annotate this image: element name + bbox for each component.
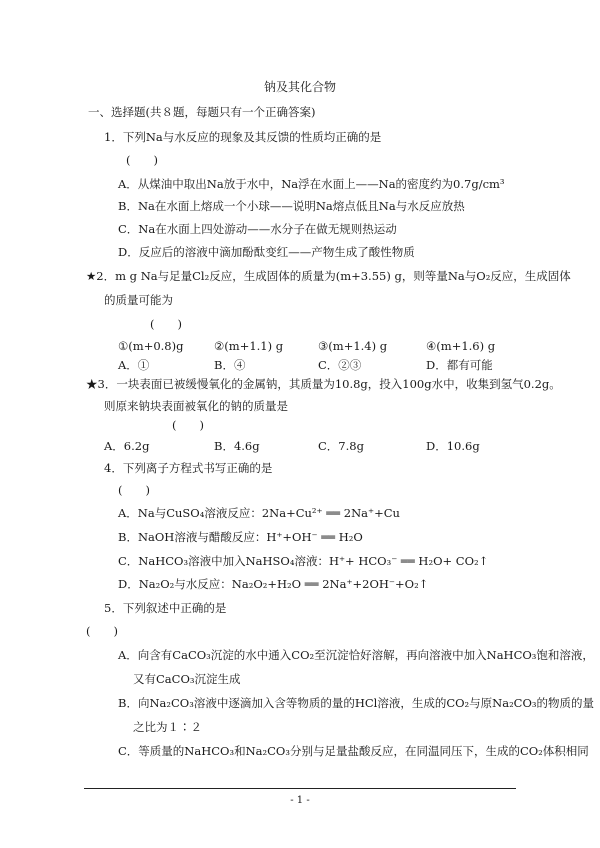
question-2-option-c: C．②③ (318, 358, 362, 372)
page-number: - 1 - (290, 795, 310, 806)
question-5-option-b-cont: 之比为１∶２ (133, 720, 202, 734)
question-3-paren: ( ) (172, 418, 204, 432)
question-2-choice-1: ①(m+0.8)g (118, 339, 184, 353)
question-1-option-d: D．反应后的溶液中滴加酚酞变红——产物生成了酸性物质 (118, 245, 415, 259)
question-2-choice-3: ③(m+1.4) g (318, 339, 388, 353)
question-2-choice-2: ②(m+1.1) g (214, 339, 284, 353)
question-1-option-c: C．Na在水面上四处游动——水分子在做无规则热运动 (118, 222, 397, 236)
question-4-option-a: A．Na与CuSO₄溶液反应：2Na+Cu²⁺ ══ 2Na⁺+Cu (118, 506, 400, 520)
question-2-choice-4: ④(m+1.6) g (426, 339, 496, 353)
question-4-option-c: C．NaHCO₃溶液中加入NaHSO₄溶液：H⁺+ HCO₃⁻ ══ H₂O+ CO₂↑ (118, 554, 489, 568)
question-5-paren: ( ) (86, 624, 118, 638)
question-1-stem: 1．下列Na与水反应的现象及其反馈的性质均正确的是 (104, 130, 382, 144)
question-1-paren: ( ) (126, 153, 158, 167)
question-3-option-d: D．10.6g (426, 439, 480, 453)
question-2-stem-cont: 的质量可能为 (104, 293, 173, 307)
question-3-option-c: C．7.8g (318, 439, 364, 453)
footer-divider (84, 788, 516, 789)
question-2-option-d: D．都有可能 (426, 358, 493, 372)
page-title: 钠及其化合物 (263, 80, 336, 94)
question-4-stem: 4．下列离子方程式书写正确的是 (104, 461, 273, 475)
question-5-option-b: B．向Na₂CO₃溶液中逐滴加入含等物质的量的HCl溶液，生成的CO₂与原Na₂CO₃的物质的量 (118, 696, 595, 710)
question-2-option-b: B．④ (214, 358, 246, 372)
question-4-option-d: D．Na₂O₂与水反应：Na₂O₂+H₂O ══ 2Na⁺+2OH⁻+O₂↑ (118, 577, 429, 591)
question-5-stem: 5．下列叙述中正确的是 (104, 601, 227, 615)
question-2-stem: ★2．m g Na与足量Cl₂反应，生成固体的质量为(m+3.55) g，则等量Na与O₂反应，生成固体 (86, 269, 571, 283)
question-3-option-b: B．4.6g (214, 439, 260, 453)
question-1-option-b: B．Na在水面上熔成一个小球——说明Na熔点低且Na与水反应放热 (118, 199, 465, 213)
question-2-paren: ( ) (150, 317, 182, 331)
section-heading: 一、选择题(共８题，每题只有一个正确答案) (88, 105, 316, 119)
question-5-option-a: A．向含有CaCO₃沉淀的水中通入CO₂至沉淀恰好溶解，再向溶液中加入NaHCO₃饱和溶液， (118, 648, 594, 662)
question-4-paren: ( ) (118, 483, 150, 497)
question-3-option-a: A．6.2g (104, 439, 150, 453)
question-3-stem-cont: 则原来钠块表面被氧化的钠的质量是 (104, 399, 288, 413)
question-3-stem: ★3．一块表面已被缓慢氧化的金属钠，其质量为10.8g，投入100g水中，收集到氢气0.2g。 (86, 377, 561, 391)
question-5-option-a-cont: 又有CaCO₃沉淀生成 (133, 672, 241, 686)
question-4-option-b: B．NaOH溶液与醋酸反应：H⁺+OH⁻ ══ H₂O (118, 530, 363, 544)
question-2-option-a: A．① (118, 358, 150, 372)
question-5-option-c: C．等质量的NaHCO₃和Na₂CO₃分别与足量盐酸反应，在同温同压下，生成的CO₂体积相同 (118, 744, 589, 758)
question-1-option-a: A．从煤油中取出Na放于水中，Na浮在水面上——Na的密度约为0.7g/cm³ (118, 177, 505, 191)
